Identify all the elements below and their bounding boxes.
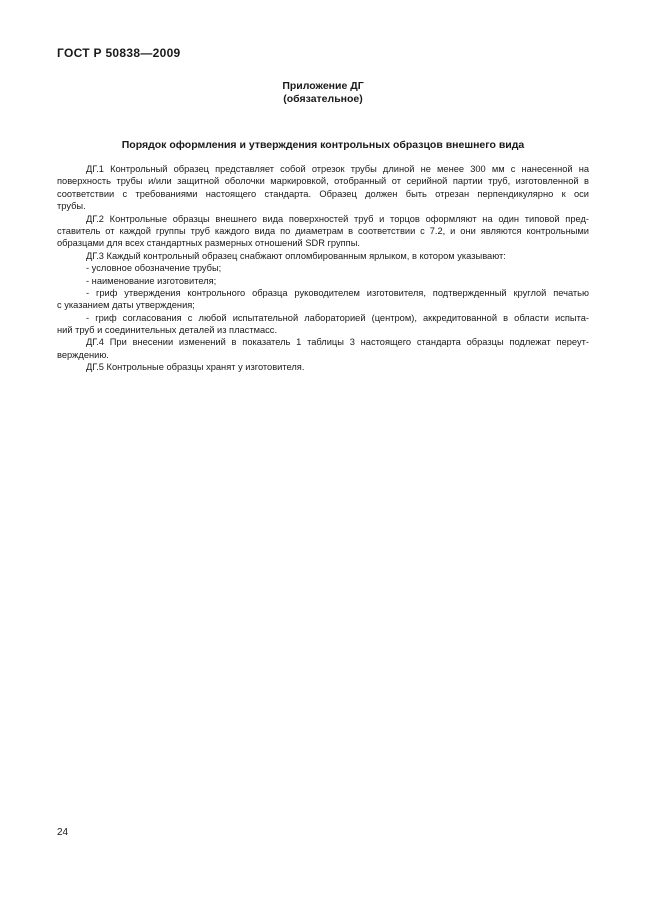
list-item: - гриф утверждения контрольного образца руководителем изготовителя, подтвержденный круглой печатью <box>86 287 589 298</box>
appendix-status: (обязательное) <box>283 93 363 105</box>
paragraph-dg1-line: соответствии с требованиями настоящего стандарта. Образец должен быть отрезан перпендикулярно к оси <box>57 188 589 199</box>
paragraph-dg2-line: ДГ.2 Контрольные образцы внешнего вида поверхностей труб и торцов оформляют на один типовой пред- <box>86 213 589 224</box>
paragraph-dg1-line: поверхность трубы и/или защитной оболочки маркировкой, отобранный от серийной партии труб, изготовленной в <box>57 176 589 187</box>
paragraph-dg1-line: трубы. <box>57 201 86 212</box>
paragraph-dg3-line: ДГ.3 Каждый контрольный образец снабжают опломбированным ярлыком, в котором указывают: <box>86 250 506 261</box>
paragraph-dg4-line: верждению. <box>57 349 109 360</box>
list-item: - наименование изготовителя; <box>86 275 217 286</box>
paragraph-dg1-line: ДГ.1 Контрольный образец представляет собой отрезок трубы длиной не менее 300 мм с нанесенной на <box>86 164 589 174</box>
list-item: ний труб и соединительных деталей из пластмасс. <box>57 325 278 336</box>
paragraph-dg2-line: образцами для всех стандартных размерных отношений SDR группы. <box>57 238 360 249</box>
paragraph-dg2-line: ставитель от каждой группы труб каждого вида по диаметрам в соответствии с 7.2, и они являются контрольными <box>57 225 589 236</box>
list-item: с указанием даты утверждения; <box>57 300 195 311</box>
paragraph-dg5-line: ДГ.5 Контрольные образцы хранят у изготовителя. <box>86 362 305 373</box>
document-body <box>57 163 589 374</box>
standard-header: ГОСТ Р 50838—2009 <box>57 46 181 60</box>
section-title: Порядок оформления и утверждения контрольных образцов внешнего вида <box>121 139 525 151</box>
list-item: - условное обозначение трубы; <box>86 263 222 274</box>
list-item: - гриф согласования с любой испытательной лабораторией (центром), аккредитованной в области испыта- <box>86 312 589 323</box>
appendix-heading <box>0 80 646 106</box>
appendix-title: Приложение ДГ <box>282 80 364 92</box>
paragraph-dg4-line: ДГ.4 При внесении изменений в показатель 1 таблицы 3 настоящего стандарта образцы подлежат переут- <box>86 337 589 348</box>
page-number: 24 <box>57 827 69 838</box>
